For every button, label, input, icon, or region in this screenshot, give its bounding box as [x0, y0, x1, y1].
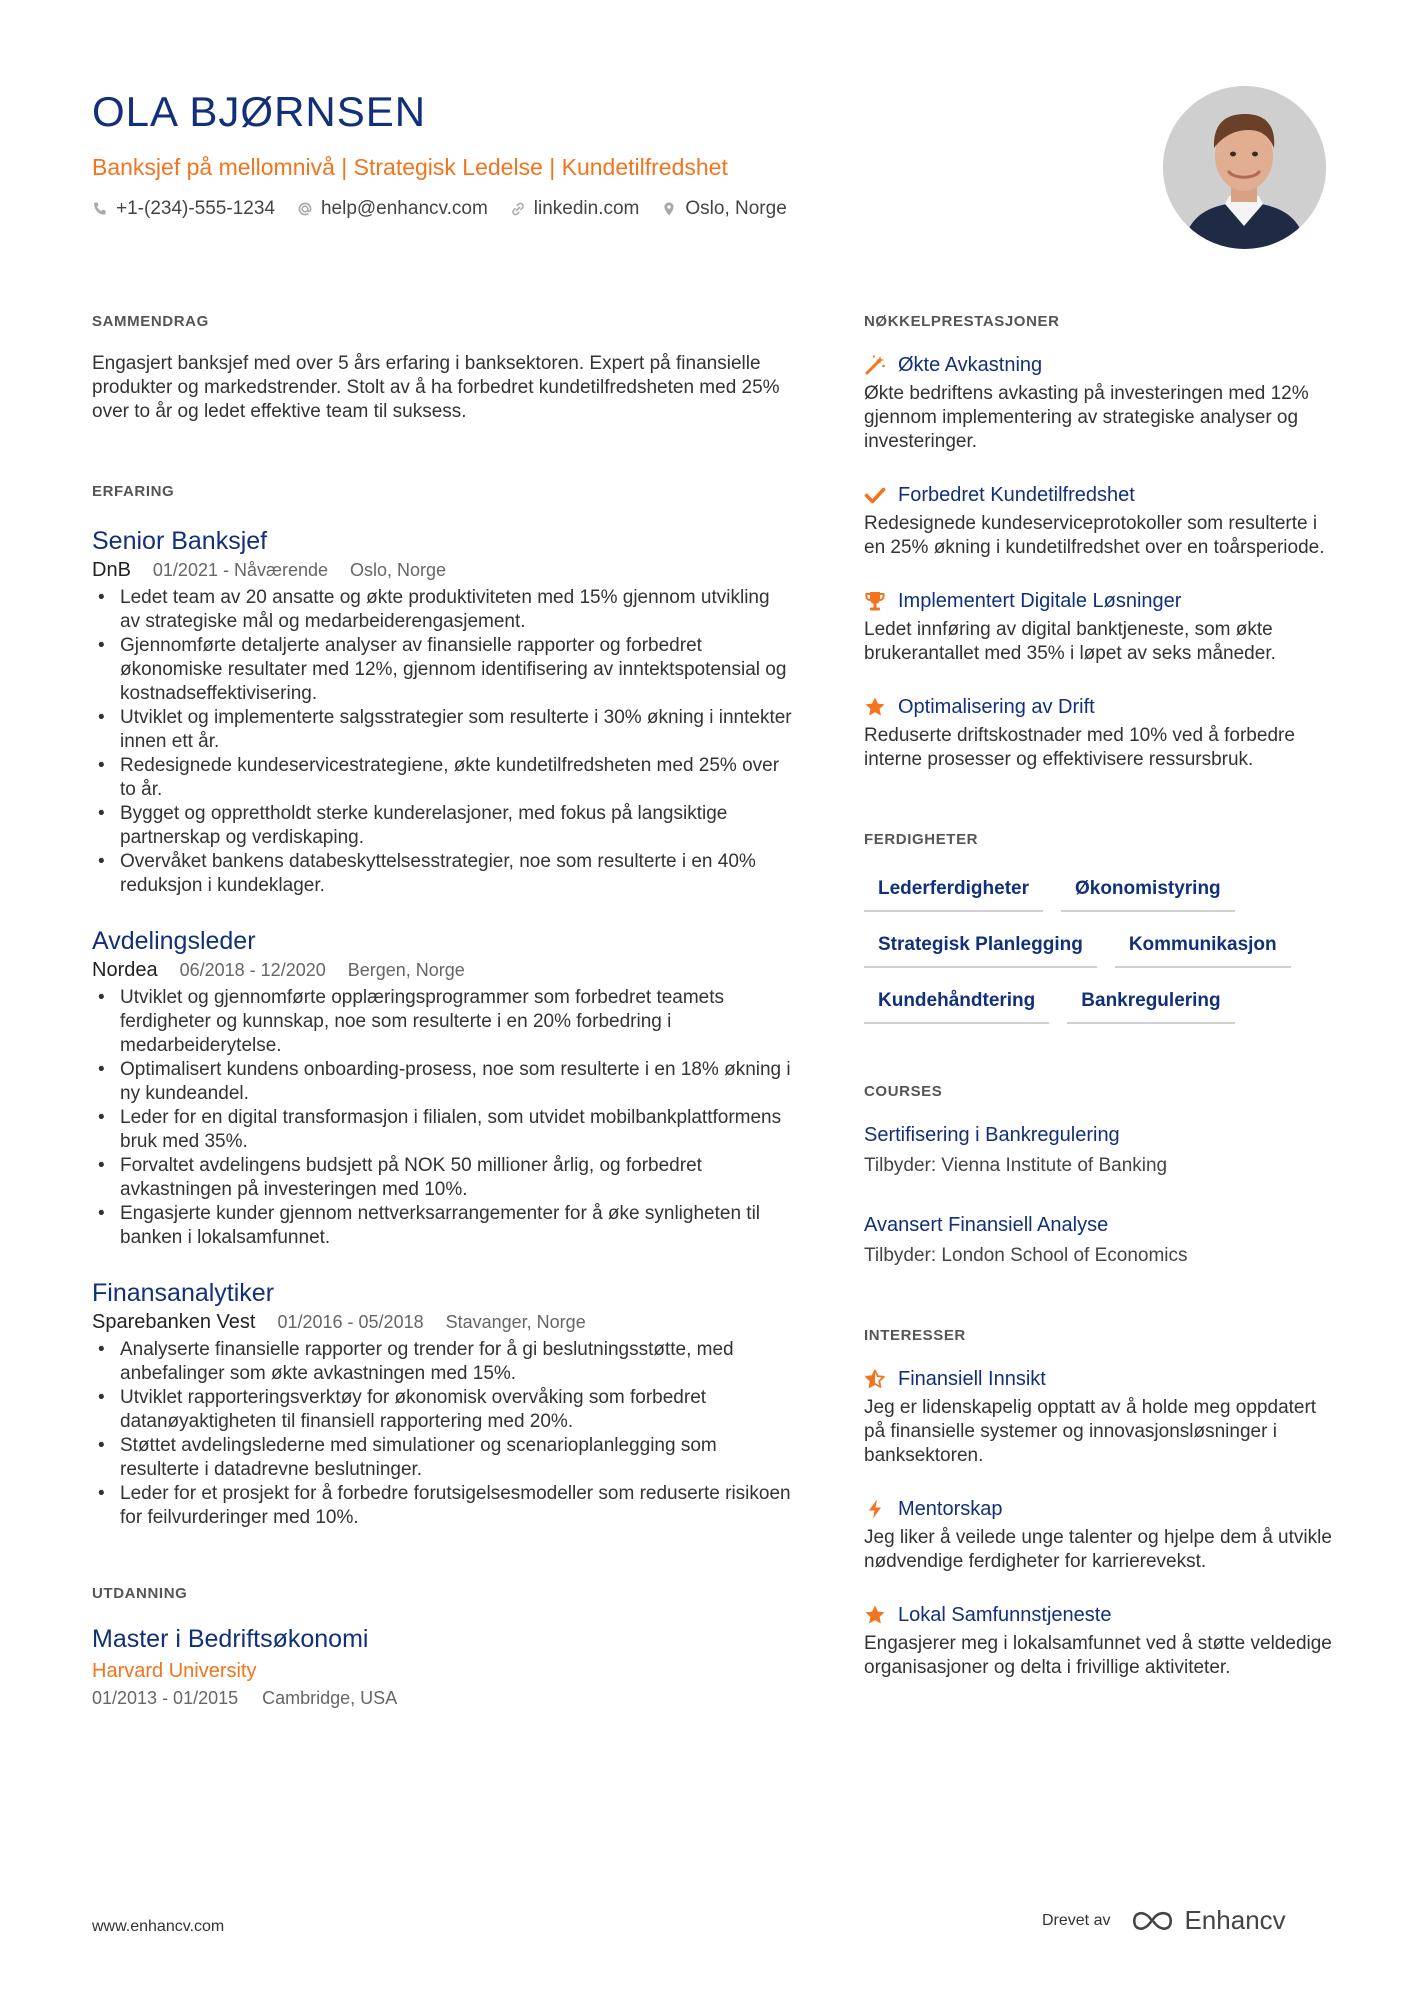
lightning-icon: [864, 1498, 886, 1520]
resume-header: [92, 86, 1142, 222]
job-bullet: • Overvåket bankens databeskyttelsesstrategier, noe som resulterte i en 40% reduksjon i kundeklager.: [92, 850, 792, 898]
achievement-title: Implementert Digitale Løsninger: [898, 590, 1182, 612]
achievement-item: [864, 588, 1334, 666]
job-bullet: • Gjennomførte detaljerte analyser av finansielle rapporter og forbedret økonomiske resultater med 12%, gjennom identifisering av inntektspotensial og kostnadseffektivisering.: [92, 634, 792, 706]
interest-header: [864, 1602, 1334, 1628]
achievement-header: [864, 694, 1334, 720]
experience-section: [92, 482, 792, 1530]
courses-section: [864, 1082, 1334, 1268]
achievement-item: [864, 482, 1334, 560]
job-company: DnB: [92, 559, 131, 581]
trophy-icon: [864, 590, 886, 612]
skills-list: [864, 876, 1334, 1024]
email-text: help@enhancv.com: [320, 198, 488, 219]
job-dates: 01/2016 - 05/2018: [277, 1312, 424, 1332]
linkedin-text: linkedin.com: [533, 198, 640, 219]
education-meta: [92, 1686, 792, 1710]
job-bullet: • Bygget og opprettholdt sterke kunderelasjoner, med fokus på langsiktige partnerskap og verdiskaping.: [92, 802, 792, 850]
degree-title: Master i Bedriftsøkonomi: [92, 1625, 369, 1653]
education-location: Cambridge, USA: [262, 1688, 398, 1708]
star-half-icon: [864, 1368, 886, 1390]
education-section: [92, 1584, 792, 1710]
job-meta: [92, 1310, 792, 1334]
job-bullet: • Engasjerte kunder gjennom nettverksarrangementer for å øke synligheten til banken i lokalsamfunnet.: [92, 1202, 792, 1250]
checkmark-icon: [864, 484, 886, 506]
skill-tag: Strategisk Planlegging: [864, 932, 1097, 968]
skills-section: [864, 830, 1334, 1024]
interest-header: [864, 1366, 1334, 1392]
contact-location: [661, 196, 786, 222]
achievement-title: Økte Avkastning: [898, 354, 1043, 376]
star-icon: [864, 696, 886, 718]
location-text: Oslo, Norge: [685, 198, 787, 219]
education-title: UTDANNING: [92, 1585, 188, 1602]
interests-section: [864, 1326, 1334, 1680]
job-title: Finansanalytiker: [92, 1279, 275, 1307]
interest-desc: Jeg liker å veilede unge talenter og hjelpe dem å utvikle nødvendige ferdigheter for karrierevekst.: [864, 1527, 1332, 1572]
footer-branding: [1042, 1905, 1286, 1936]
link-icon: [510, 201, 526, 217]
achievements-section: [864, 312, 1334, 772]
achievement-desc: Ledet innføring av digital banktjeneste, som økte brukerantallet med 35% i løpet av seks måneder.: [864, 619, 1276, 664]
footer-website[interactable]: www.enhancv.com: [92, 1918, 225, 1935]
interest-title: Lokal Samfunnstjeneste: [898, 1604, 1112, 1626]
contact-bar: [92, 196, 1142, 222]
job-bullet: • Leder for en digital transformasjon i filialen, som utvidet mobilbankplattformens bruk med 35%.: [92, 1106, 792, 1154]
summary-section: [92, 312, 792, 424]
powered-by-text: Drevet av: [1042, 1911, 1111, 1929]
job-location: Stavanger, Norge: [445, 1312, 586, 1332]
skill-tag: Kundehåndtering: [864, 988, 1049, 1024]
summary-text: Engasjert banksjef med over 5 års erfaring i banksektoren. Expert på finansielle produkter og markedstrender. Stolt av å ha forbedret kundetilfredsheten med 25% over to år og ledet effektive team til suksess.: [92, 353, 780, 422]
course-item: [864, 1122, 1334, 1178]
course-item: [864, 1212, 1334, 1268]
interest-header: [864, 1496, 1334, 1522]
star-icon: [864, 1604, 886, 1626]
job-entry: [92, 526, 792, 898]
job-bullet: • Utviklet rapporteringsverktøy for økonomisk overvåking som forbedret datanøyaktigheten til finansiell rapportering med 20%.: [92, 1386, 792, 1434]
job-title: Avdelingsleder: [92, 927, 256, 955]
interest-item: [864, 1602, 1334, 1680]
achievement-item: [864, 694, 1334, 772]
phone-text: +1-(234)-555-1234: [116, 198, 275, 219]
interest-item: [864, 1366, 1334, 1468]
job-location: Oslo, Norge: [350, 560, 447, 580]
contact-email[interactable]: [297, 196, 488, 222]
location-pin-icon: [661, 201, 677, 217]
job-bullet: • Støttet avdelingslederne med simulationer og scenarioplanlegging som resulterte i datadrevne beslutninger.: [92, 1434, 792, 1482]
profile-photo-illustration: [1163, 86, 1326, 249]
job-dates: 06/2018 - 12/2020: [179, 960, 326, 980]
achievement-header: [864, 482, 1334, 508]
job-bullets: [92, 986, 792, 1250]
at-icon: [297, 201, 313, 217]
job-bullet: • Optimalisert kundens onboarding-prosess, noe som resulterte i en 18% økning i ny kundeandel.: [92, 1058, 792, 1106]
courses-title: COURSES: [864, 1083, 943, 1100]
job-meta: [92, 958, 792, 982]
job-bullet: • Utviklet og gjennomførte opplæringsprogrammer som forbedret teamets ferdigheter og kunnskap, noe som resulterte i en 20% forbedring i medarbeiderytelse.: [92, 986, 792, 1058]
candidate-name: OLA BJØRNSEN: [92, 88, 427, 135]
skills-title: FERDIGHETER: [864, 831, 979, 848]
interest-item: [864, 1496, 1334, 1574]
skill-tag: Bankregulering: [1067, 988, 1234, 1024]
job-entry: [92, 1278, 792, 1530]
skill-tag: Lederferdigheter: [864, 876, 1043, 912]
job-bullet: • Forvaltet avdelingens budsjett på NOK 50 millioner årlig, og forbedret avkastningen på investeringen med 10%.: [92, 1154, 792, 1202]
achievement-title: Forbedret Kundetilfredshet: [898, 484, 1135, 506]
skill-tag: Kommunikasjon: [1115, 932, 1291, 968]
interest-title: Mentorskap: [898, 1498, 1003, 1520]
job-bullet: • Analyserte finansielle rapporter og trender for å gi beslutningsstøtte, med anbefalinger som økte avkastningen med 15%.: [92, 1338, 792, 1386]
profile-photo: [1163, 86, 1326, 249]
achievement-header: [864, 352, 1334, 378]
enhancv-logo-icon: [1130, 1909, 1176, 1933]
job-company: Sparebanken Vest: [92, 1311, 256, 1333]
achievement-header: [864, 588, 1334, 614]
job-meta: [92, 558, 792, 582]
course-provider: Tilbyder: London School of Economics: [864, 1245, 1188, 1266]
interests-title: INTERESSER: [864, 1327, 966, 1344]
candidate-headline: Banksjef på mellomnivå | Strategisk Ledelse | Kundetilfredshet: [92, 154, 728, 180]
job-dates: 01/2021 - Nåværende: [152, 560, 329, 580]
interest-desc: Jeg er lidenskapelig opptatt av å holde meg oppdatert på finansielle systemer og innovasjonsløsninger i banksektoren.: [864, 1397, 1317, 1466]
contact-phone: [92, 196, 275, 222]
job-bullet: • Utviklet og implementerte salgsstrategier som resulterte i 30% økning i inntekter innen ett år.: [92, 706, 792, 754]
right-column: [864, 312, 1334, 1680]
achievement-desc: Redesignede kundeserviceprotokoller som resulterte i en 25% økning i kundetilfredshet over en toårsperiode.: [864, 513, 1325, 558]
course-provider: Tilbyder: Vienna Institute of Banking: [864, 1155, 1168, 1176]
achievement-title: Optimalisering av Drift: [898, 696, 1095, 718]
course-title: Avansert Finansiell Analyse: [864, 1214, 1109, 1236]
achievements-title: NØKKELPRESTASJONER: [864, 313, 1060, 330]
brand-logo[interactable]: [1130, 1905, 1285, 1936]
job-location: Bergen, Norge: [347, 960, 465, 980]
phone-icon: [92, 201, 108, 217]
achievement-desc: Reduserte driftskostnader med 10% ved å forbedre interne prosesser og effektivisere ressursbruk.: [864, 725, 1295, 770]
experience-title: ERFARING: [92, 483, 175, 500]
interest-title: Finansiell Innsikt: [898, 1368, 1046, 1390]
interest-desc: Engasjerer meg i lokalsamfunnet ved å støtte veldedige organisasjoner og delta i frivillige aktiviteter.: [864, 1633, 1332, 1678]
achievement-item: [864, 352, 1334, 454]
magic-wand-icon: [864, 354, 886, 376]
job-title: Senior Banksjef: [92, 527, 268, 555]
job-bullets: [92, 586, 792, 898]
job-bullet: • Leder for et prosjekt for å forbedre forutsigelsesmodeller som reduserte risikoen for feilvurderinger med 10%.: [92, 1482, 792, 1530]
achievement-desc: Økte bedriftens avkasting på investeringen med 12% gjennom implementering av strategiske analyser og investeringer.: [864, 383, 1309, 452]
job-bullet: • Ledet team av 20 ansatte og økte produktiviteten med 15% gjennom utvikling av strategiske mål og medarbeiderengasjement.: [92, 586, 792, 634]
left-column: [92, 312, 792, 1710]
job-entry: [92, 926, 792, 1250]
job-company: Nordea: [92, 959, 158, 981]
job-bullets: [92, 1338, 792, 1530]
contact-linkedin[interactable]: [510, 196, 640, 222]
course-title: Sertifisering i Bankregulering: [864, 1124, 1120, 1146]
brand-name: Enhancv: [1184, 1905, 1286, 1935]
education-dates: 01/2013 - 01/2015: [92, 1688, 239, 1708]
summary-title: SAMMENDRAG: [92, 313, 209, 330]
job-bullet: • Redesignede kundeservicestrategiene, økte kundetilfredsheten med 25% over to år.: [92, 754, 792, 802]
school-name: Harvard University: [92, 1660, 257, 1682]
skill-tag: Økonomistyring: [1061, 876, 1235, 912]
